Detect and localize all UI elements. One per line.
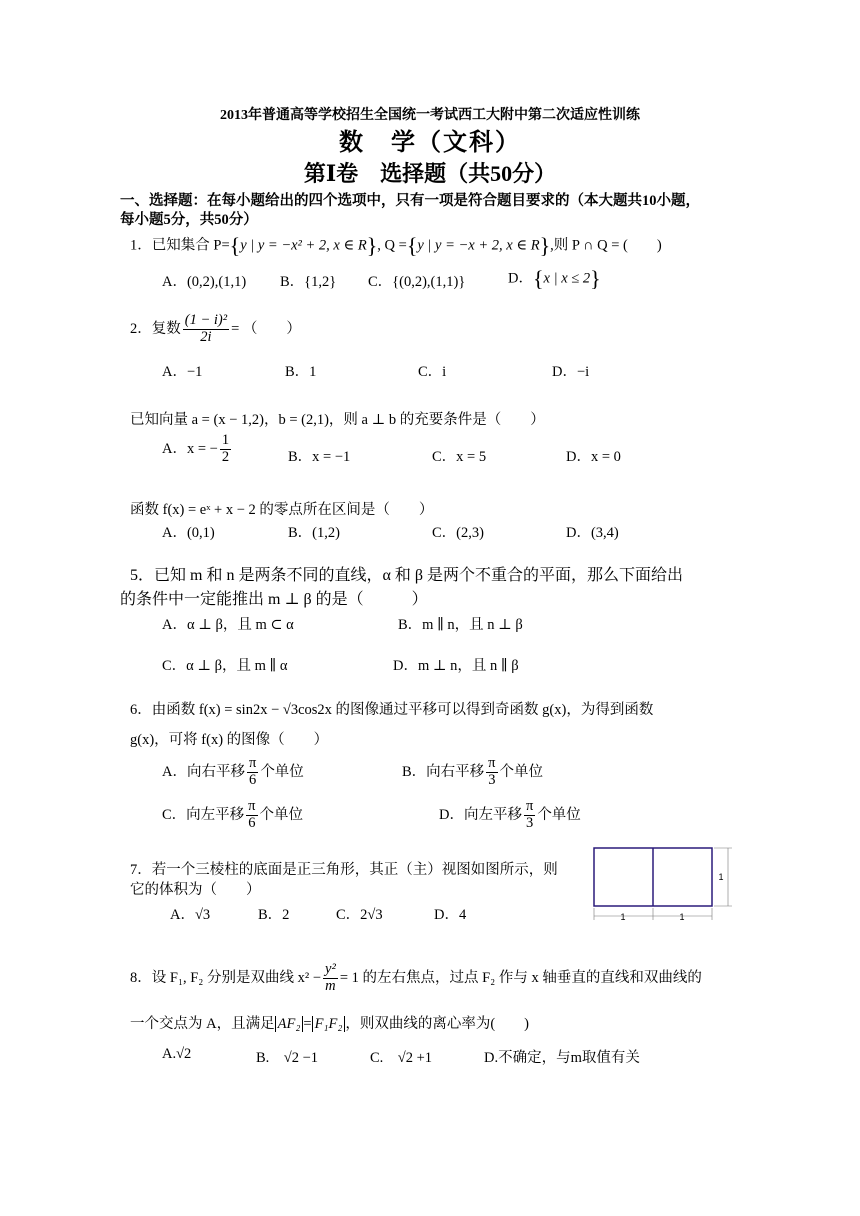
unit-text: 个单位 (259, 806, 303, 823)
dim-label-height: 1 (718, 872, 724, 882)
fraction-numerator: π (525, 798, 534, 814)
q4-option-b: B．(1,2) (288, 525, 340, 541)
exam-subtitle: 2013年普通高等学校招生全国统一考试西工大附中第二次适应性训练 (220, 108, 640, 123)
question-1: 1．已知集合 P={y | y = −x² + 2, x ∈ R}, Q ={y | y = −x + 2, x ∈ R},则 P ∩ Q = ( ) (130, 233, 662, 258)
question-5-line2: 的条件中一定能推出 m ⊥ β 的是（ ） (120, 591, 428, 608)
set-q-label: , Q = (377, 237, 407, 254)
q1-option-c: C．{(0,2),(1,1)} (368, 274, 466, 290)
question-tail: ,则 P ∩ Q = ( ) (550, 237, 662, 254)
unit-text: 个单位 (260, 763, 304, 780)
q1-option-d: D．{x | x ≤ 2} (508, 266, 601, 291)
option-d-set: x | x ≤ 2 (543, 270, 591, 287)
question-5-line1: 5．已知 m 和 n 是两条不同的直线，α 和 β 是两个不重合的平面，那么下面给出 (130, 567, 683, 584)
question-text: 已知集合 P= (151, 237, 230, 254)
option-label: D．向左平移 (439, 806, 522, 823)
fraction-denominator: 6 (249, 771, 257, 788)
question-text: 一个交点为 A，且满足 (130, 1016, 275, 1032)
q4-option-a: A．(0,1) (162, 525, 215, 541)
q8-option-b: B. √2 −1 (256, 1050, 319, 1066)
question-7-line2: 它的体积为（ ） (130, 882, 261, 898)
q1-option-a: A．(0,2),(1,1) (162, 274, 247, 290)
q7-option-c: C．2√3 (336, 907, 383, 923)
fraction-denominator: 3 (488, 771, 496, 788)
dim-label-left: 1 (620, 912, 626, 922)
q6-option-b (402, 756, 543, 789)
option-label: A．x = − (162, 440, 218, 457)
q8-option-d: D.不确定，与m取值有关 (484, 1050, 640, 1066)
abs-af2: AF₂ (275, 1016, 304, 1032)
question-7-line1: 7．若一个三棱柱的底面是正三角形，其正（主）视图如图所示，则 (130, 862, 558, 878)
q5-option-b: B．m ∥ n，且 n ⊥ β (398, 617, 523, 633)
q2-option-c: C．i (418, 364, 447, 380)
instructions-line2: 每小题5分，共50分） (120, 212, 258, 228)
instructions-line1: 一、选择题：在每小题给出的四个选项中，只有一项是符合题目要求的（本大题共10小题， (120, 193, 700, 209)
q6-option-a (162, 756, 304, 789)
option-label: A．向右平移 (162, 763, 245, 780)
q6-option-d (439, 799, 581, 832)
q5-option-c: C．α ⊥ β，且 m ∥ α (162, 658, 288, 674)
question-3: 已知向量 a = (x − 1,2)，b = (2,1)，则 a ⊥ b 的充要条件是（ ） (130, 412, 545, 428)
fraction-denominator: 2 (221, 448, 230, 465)
question-6-line1: 6．由函数 f(x) = sin2x − √3cos2x 的图像通过平移可以得到奇函数 g(x)，为得到函数 (130, 702, 654, 718)
front-view-figure (588, 842, 736, 924)
option-label: D． (508, 270, 533, 287)
fraction-denominator: 3 (526, 814, 534, 831)
question-text: 复数 (151, 320, 181, 337)
q8-option-a: A.√2 (162, 1046, 192, 1062)
q6-option-c (162, 799, 303, 832)
q3-option-a (162, 433, 233, 466)
fraction-numerator: 1 (221, 432, 230, 448)
question-tail: = （ ） (231, 320, 301, 337)
abs-f1f2: F₁F₂ (312, 1016, 346, 1032)
q3-option-b: B．x = −1 (288, 449, 351, 465)
q2-option-a: A．−1 (162, 364, 203, 380)
q8-option-c: C. √2 +1 (370, 1050, 433, 1066)
fraction-denominator: m (325, 977, 336, 994)
unit-text: 个单位 (499, 763, 543, 780)
q1-option-b: B．{1,2} (280, 274, 337, 290)
question-text: = 1 的左右焦点，过点 F₂ 作与 x 轴垂直的直线和双曲线的 (339, 969, 702, 986)
question-number: 1． (130, 237, 152, 254)
section-title: 第Ⅰ卷 选择题（共50分） (303, 161, 557, 186)
question-6-line2: g(x)，可将 f(x) 的图像（ ） (130, 732, 329, 748)
q4-option-c: C．(2,3) (432, 525, 484, 541)
question-number: 2． (130, 320, 152, 337)
question-text: 8．设 F₁, F₂ 分别是双曲线 x² − (130, 969, 322, 986)
option-label: C．向左平移 (162, 806, 245, 823)
q5-option-a: A．α ⊥ β，且 m ⊂ α (162, 617, 294, 633)
q5-option-d: D．m ⊥ n，且 n ∥ β (393, 658, 519, 674)
set-p: y | y = −x² + 2, x ∈ R (240, 237, 367, 254)
fraction-denominator: 6 (248, 814, 256, 831)
equals-sign: = (303, 1016, 312, 1032)
q4-option-d: D．(3,4) (566, 525, 619, 541)
exam-title: 数 学（文科） (339, 130, 521, 156)
question-4: 函数 f(x) = eˣ + x − 2 的零点所在区间是（ ） (130, 502, 434, 518)
dim-label-right: 1 (679, 912, 685, 922)
fraction-numerator: π (248, 798, 256, 814)
fraction-numerator: π (488, 755, 496, 771)
option-label: B．向右平移 (402, 763, 485, 780)
q7-option-d: D．4 (434, 907, 467, 923)
question-8-line2 (130, 1012, 529, 1033)
question-8-line1 (130, 962, 702, 995)
question-text: ，则双曲线的离心率为( ) (345, 1016, 530, 1032)
fraction-numerator: π (248, 755, 257, 771)
q2-option-b: B．1 (285, 364, 317, 380)
q7-option-a: A．√3 (170, 907, 211, 923)
q7-option-b: B．2 (258, 907, 290, 923)
question-2 (130, 313, 301, 346)
unit-text: 个单位 (537, 806, 581, 823)
fraction-numerator: (1 − i)² (184, 312, 228, 328)
q2-option-d: D．−i (552, 364, 590, 380)
set-q: y | y = −x + 2, x ∈ R (417, 237, 540, 254)
fraction-numerator: y² (325, 961, 336, 977)
q3-option-d: D．x = 0 (566, 449, 621, 465)
q3-option-c: C．x = 5 (432, 449, 487, 465)
fraction-denominator: 2i (200, 328, 212, 345)
